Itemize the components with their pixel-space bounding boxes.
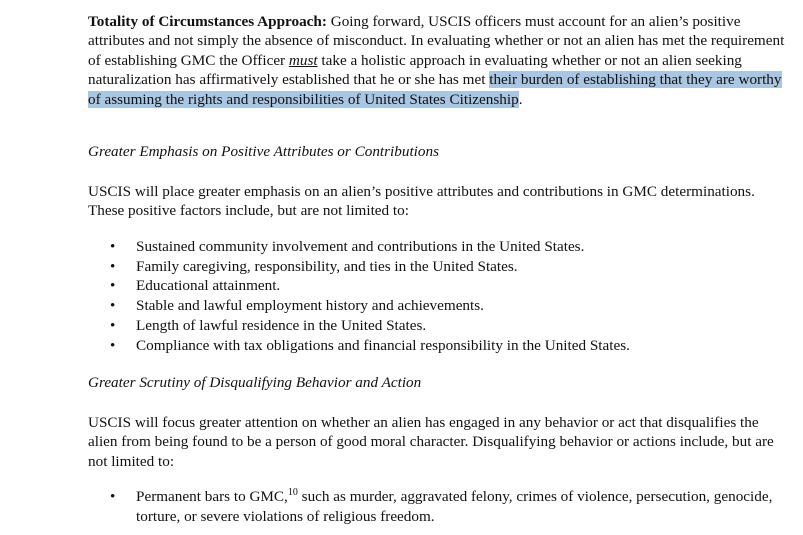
bullet-icon: • — [110, 297, 116, 315]
bullet-icon: • — [110, 257, 116, 275]
bullet-icon: • — [110, 488, 116, 505]
list-item-text: Educational attainment. — [136, 277, 281, 295]
list-item-text: Sustained community involvement and contributions in the United States. — [136, 238, 585, 255]
list-item-text: such as murder, aggravated felony, crimes of violence, persecution, genocide, torture, or severe violations of religious freedom. — [136, 488, 773, 525]
must-emphasis: must — [288, 51, 318, 69]
list-item — [88, 336, 778, 356]
list-item-text: Length of lawful residence in the United States. — [136, 316, 427, 334]
totality-text-middle: take a holistic approach in evaluating whether or not an alien seeking naturalization has affirmatively established that he or she has met — [88, 51, 742, 89]
positive-attributes-heading: Greater Emphasis on Positive Attributes or Contributions — [88, 143, 440, 160]
positive-intro-paragraph: USCIS will place greater emphasis on an alien’s positive attributes and contributions in GMC determinations. These positive factors include, but are not limited to: — [88, 183, 755, 220]
totality-text-lead: Going forward, USCIS officers must account for an alien’s positive attributes and not simply the absence of misconduct. In evaluating whether or not an alien has met the requirement of establishing GMC the Officer — [88, 13, 785, 69]
list-item — [88, 237, 778, 257]
list-item-text: Family caregiving, responsibility, and ties in the United States. — [136, 257, 518, 275]
bullet-icon: • — [110, 238, 116, 255]
list-item — [88, 276, 778, 296]
list-item-text: Stable and lawful employment history and achievements. — [136, 297, 484, 315]
list-item — [88, 257, 778, 277]
list-item — [88, 487, 778, 526]
totality-paragraph — [88, 12, 788, 109]
list-item-text: Compliance with tax obligations and financial responsibility in the United States. — [136, 336, 630, 354]
positive-factors-list — [88, 237, 778, 355]
disqualifying-intro-paragraph: USCIS will focus greater attention on whether an alien has engaged in any behavior or act that disqualifies the alien from being found to be a person of good moral character. Disqualifying behavior or actions include, but are not limited to: — [88, 414, 774, 470]
list-item — [88, 316, 778, 336]
totality-title: Totality of Circumstances Approach: — [88, 13, 327, 30]
bullet-icon: • — [110, 316, 116, 334]
list-item — [88, 296, 778, 316]
disqualifying-list — [88, 487, 778, 526]
list-item-lead: Permanent bars to GMC, — [136, 488, 288, 505]
footnote-reference[interactable]: 10 — [287, 486, 298, 498]
highlighted-text-selection[interactable]: their burden of establishing that they are worthy of assuming the rights and responsibilities of United States Citizenship — [88, 71, 782, 108]
disqualifying-behavior-heading: Greater Scrutiny of Disqualifying Behavior and Action — [88, 374, 422, 391]
totality-text-end: . — [518, 90, 523, 108]
bullet-icon: • — [110, 277, 116, 295]
bullet-icon: • — [110, 336, 116, 354]
